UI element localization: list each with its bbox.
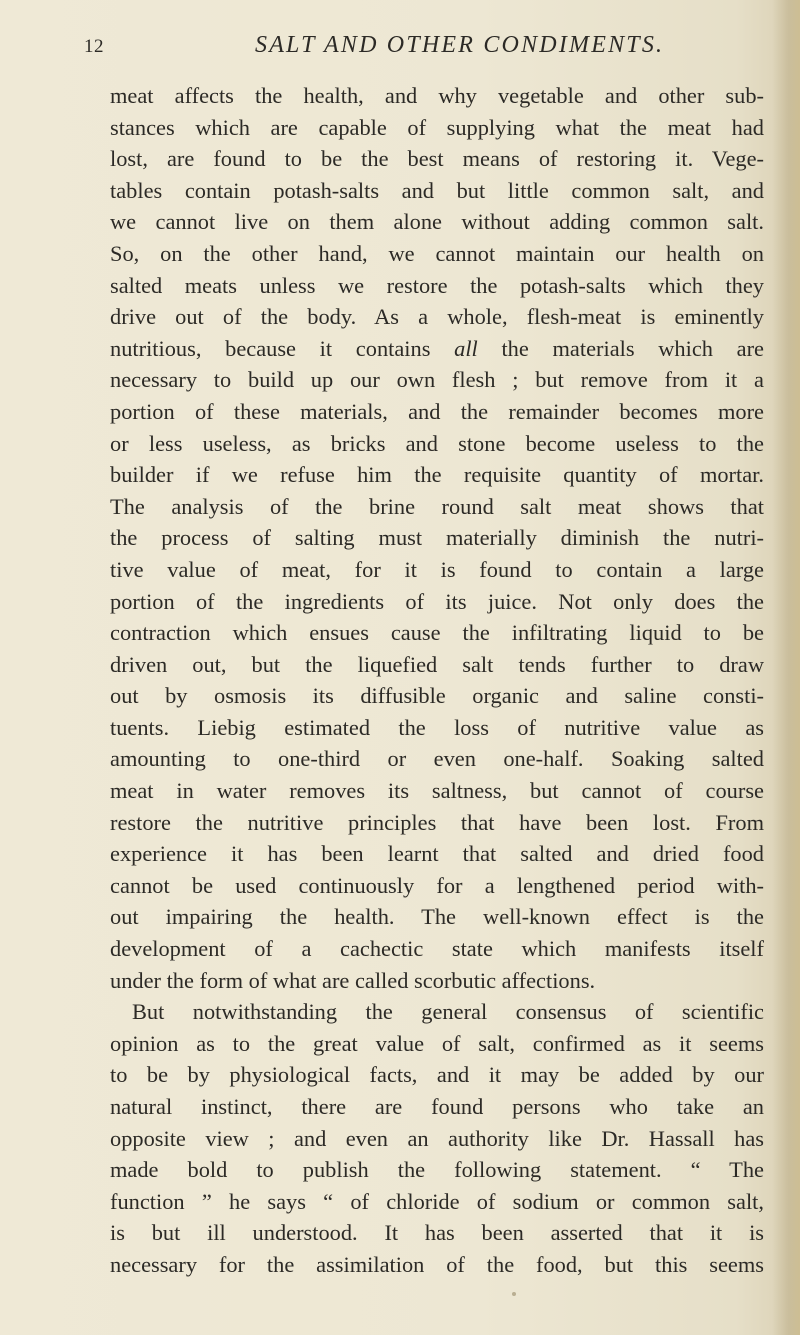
text-line: restore the nutritive principles that have been lost. From bbox=[110, 809, 764, 835]
text-line: meat in water removes its saltness, but cannot of course bbox=[110, 778, 764, 804]
text-line: meat affects the health, and why vegetable and other sub- bbox=[110, 83, 764, 108]
text-line: So, on the other hand, we cannot maintain our health on bbox=[110, 240, 764, 266]
text-line: necessary to build up our own flesh ; but remove from it a bbox=[110, 367, 764, 393]
paragraph-2 bbox=[110, 996, 764, 1280]
text-line: cannot be used continuously for a lengthened period with- bbox=[110, 872, 764, 898]
text-line: opposite view ; and even an authority like Dr. Hassall has bbox=[110, 1125, 764, 1151]
text-line: development of a cachectic state which manifests itself bbox=[110, 936, 764, 962]
text-line: tive value of meat, for it is found to contain a large bbox=[110, 556, 764, 582]
text-line: opinion as to the great value of salt, confirmed as it seems bbox=[110, 1030, 764, 1056]
text-line: out by osmosis its diffusible organic and saline consti- bbox=[110, 683, 764, 709]
text-line: builder if we refuse him the requisite quantity of mortar. bbox=[110, 462, 764, 488]
text-line: driven out, but the liquefied salt tends further to draw bbox=[110, 651, 764, 677]
text-line: to be by physiological facts, and it may be added by our bbox=[110, 1062, 764, 1088]
text-line: under the form of what are called scorbutic affections. bbox=[110, 967, 596, 993]
text-line: tables contain potash-salts and but little common salt, and bbox=[110, 177, 764, 203]
text-fragment: nutritious, because it contains bbox=[110, 335, 455, 361]
text-line: made bold to publish the following statement. “ The bbox=[110, 1157, 764, 1183]
body-text bbox=[110, 80, 764, 1281]
text-line: the process of salting must materially diminish the nutri- bbox=[110, 525, 764, 551]
text-line: experience it has been learnt that salted and dried food bbox=[110, 841, 764, 867]
text-fragment: the materials which are bbox=[477, 335, 764, 361]
text-line: tuents. Liebig estimated the loss of nutritive value as bbox=[110, 714, 764, 740]
text-line: The analysis of the brine round salt meat shows that bbox=[110, 493, 764, 519]
text-line: lost, are found to be the best means of restoring it. Vege- bbox=[110, 146, 764, 172]
text-line: amounting to one-third or even one-half. Soaking salted bbox=[110, 746, 764, 772]
text-line: or less useless, as bricks and stone become useless to the bbox=[110, 430, 764, 456]
paragraph-1 bbox=[110, 80, 764, 996]
text-line: function ” he says “ of chloride of sodium or common salt, bbox=[110, 1188, 764, 1214]
text-line: salted meats unless we restore the potash-salts which they bbox=[110, 272, 764, 298]
text-line: portion of the ingredients of its juice. Not only does the bbox=[110, 588, 764, 614]
page-header bbox=[84, 22, 784, 62]
running-head: SALT AND OTHER CONDIMENTS. bbox=[255, 32, 665, 58]
page-edge-shadow bbox=[772, 0, 800, 1335]
paper-speck bbox=[512, 1292, 516, 1296]
text-line: portion of these materials, and the remainder becomes more bbox=[110, 398, 764, 424]
text-line: out impairing the health. The well-known effect is the bbox=[110, 904, 764, 930]
text-line-with-italic bbox=[110, 333, 764, 365]
text-line: natural instinct, there are found persons who take an bbox=[110, 1094, 764, 1119]
text-line: contraction which ensues cause the infiltrating liquid to be bbox=[110, 620, 764, 646]
text-line: necessary for the assimilation of the food, but this seems bbox=[110, 1251, 764, 1277]
page-number: 12 bbox=[84, 36, 104, 57]
text-line: we cannot live on them alone without adding common salt. bbox=[110, 209, 764, 235]
text-line: But notwithstanding the general consensus of scientific bbox=[132, 999, 764, 1025]
text-line: stances which are capable of supplying what the meat had bbox=[110, 114, 764, 140]
italic-word: all bbox=[454, 335, 478, 361]
text-line: is but ill understood. It has been asserted that it is bbox=[110, 1220, 764, 1246]
text-line: drive out of the body. As a whole, flesh-meat is eminently bbox=[110, 304, 764, 330]
